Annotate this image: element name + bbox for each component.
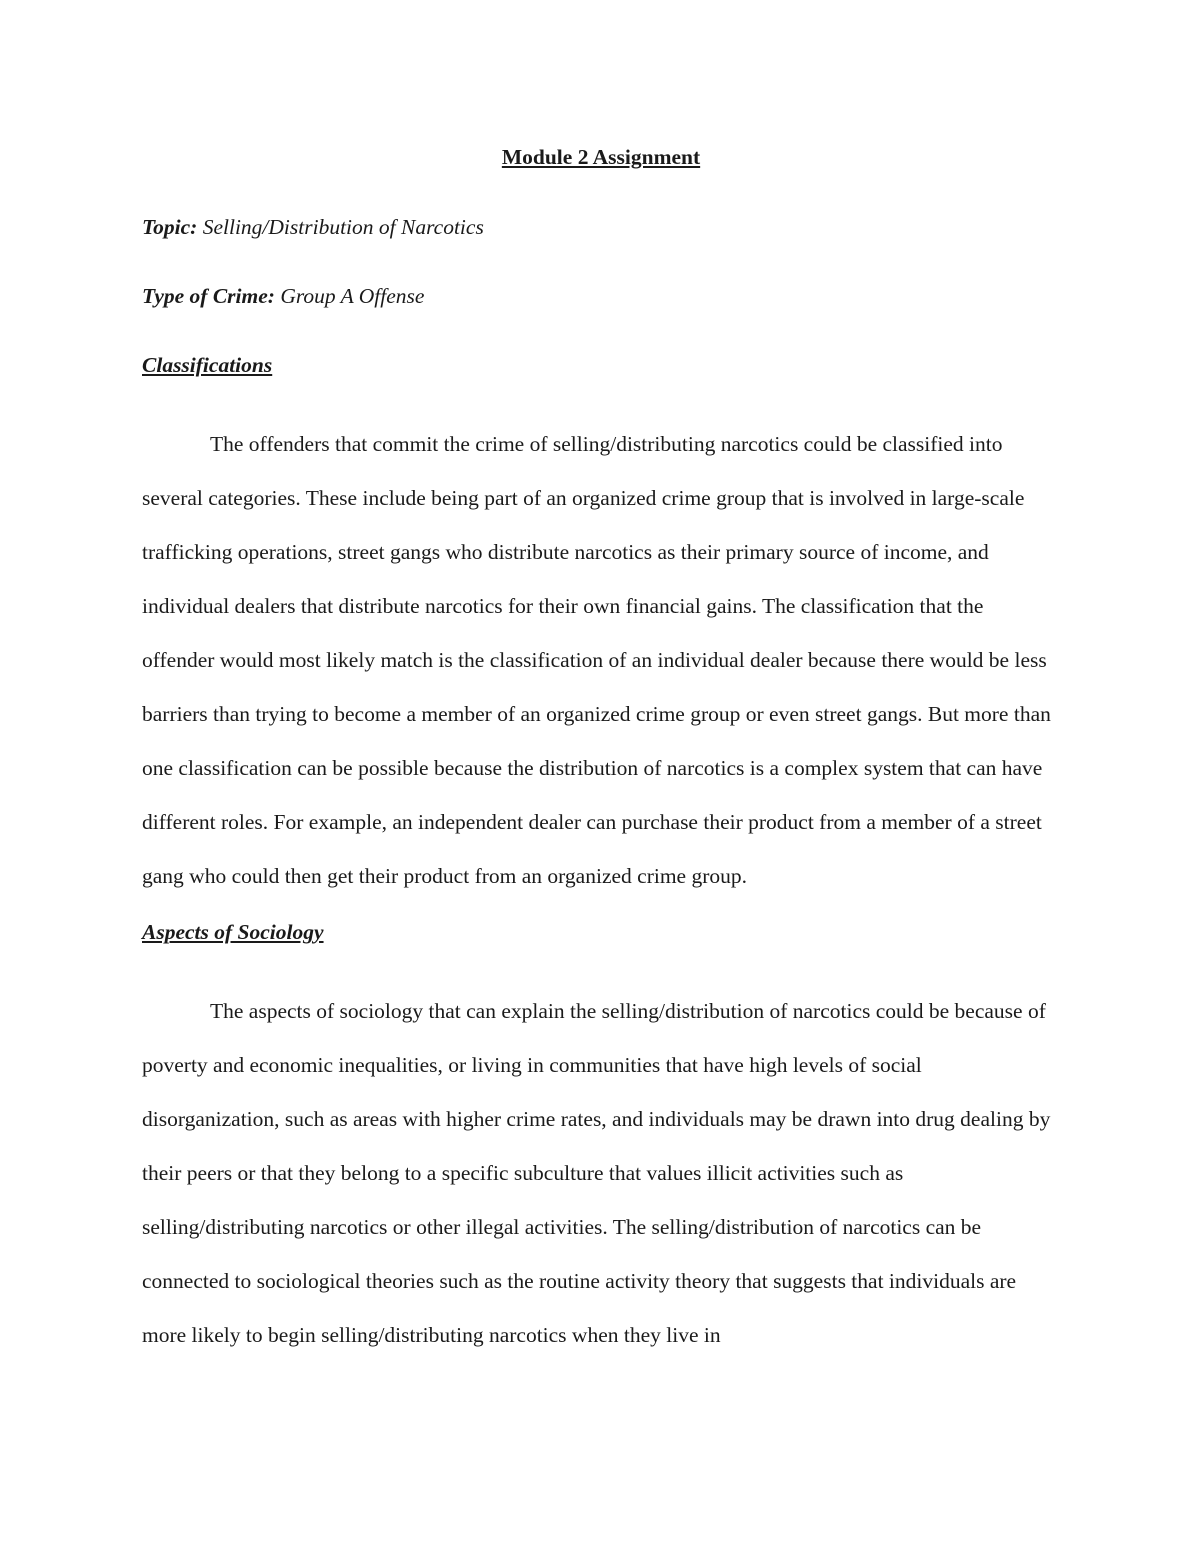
section-paragraph-classifications: The offenders that commit the crime of selling/distributing narcotics could be classified into several categories. These include being part of an organized crime group that is involved in large-scale trafficking operations, street gangs who distribute narcotics as their primary source of income, and individual dealers that distribute narcotics for their own financial gains. The classification that the offender would most likely match is the classification of an individual dealer because there would be less barriers than trying to become a member of an organized crime group or even street gangs. But more than one classification can be possible because the distribution of narcotics is a complex system that can have different roles. For example, an independent dealer can purchase their product from a member of a street gang who could then get their product from an organized crime group. [142, 432, 1051, 888]
document-body [142, 140, 1060, 1362]
topic-value: Selling/Distribution of Narcotics [202, 215, 484, 239]
crime-type-line [142, 279, 1060, 313]
section-heading-classifications: Classifications [142, 353, 273, 377]
topic-label: Topic: [142, 215, 198, 239]
crime-type-value: Group A Offense [280, 284, 425, 308]
section-heading-aspects-of-sociology: Aspects of Sociology [142, 920, 324, 944]
section-paragraph-aspects-of-sociology: The aspects of sociology that can explain the selling/distribution of narcotics could be because of poverty and economic inequalities, or living in communities that have high levels of social disorganization, such as areas with higher crime rates, and individuals may be drawn into drug dealing by their peers or that they belong to a specific subculture that values illicit activities such as selling/distributing narcotics or other illegal activities. The selling/distribution of narcotics can be connected to sociological theories such as the routine activity theory that suggests that individuals are more likely to begin selling/distributing narcotics when they live in [142, 999, 1051, 1347]
topic-line [142, 210, 1060, 244]
crime-type-label: Type of Crime: [142, 284, 275, 308]
document-title: Module 2 Assignment [501, 145, 701, 169]
